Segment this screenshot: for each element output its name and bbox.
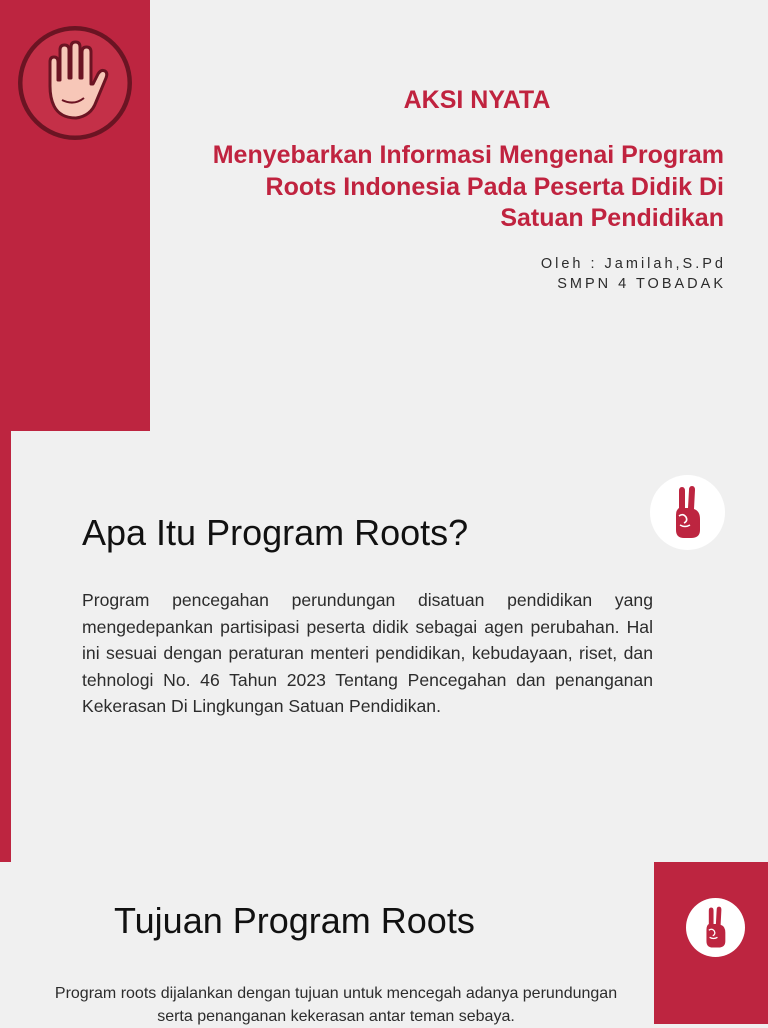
page-title: AKSI NYATA [403, 86, 551, 114]
author-school: SMPN 4 TOBADAK [557, 276, 726, 292]
section-body-goals: Program roots dijalankan dengan tujuan untuk mencegah adanya perundungan serta penanganan kekerasan antar teman sebaya. [54, 985, 618, 1025]
section-body-what-is: Program pencegahan perundungan disatuan pendidikan yang mengedepankan partisipasi peserta didik sebagai agen perubahan. Hal ini sesuai dengan peraturan menteri pendidikan, kebudayaan, riset, dan tehnologi No. 46 Tahun 2023 Tentang Pencegahan dan penanganan Kekerasan Di Lingkungan Satuan Pendidikan. [82, 590, 653, 716]
section-heading-goals: Tujuan Program Roots [114, 900, 475, 941]
section-heading-what-is: Apa Itu Program Roots? [82, 512, 469, 553]
peace-hand-icon [686, 898, 745, 957]
page-subtitle: Menyebarkan Informasi Mengenai Program Roots Indonesia Pada Peserta Didik Di Satuan Pendidikan [212, 141, 724, 232]
author-name: Oleh : Jamilah,S.Pd [540, 256, 726, 272]
stop-hand-icon [18, 26, 132, 140]
peace-hand-icon [650, 475, 725, 550]
left-red-strip [0, 431, 11, 862]
